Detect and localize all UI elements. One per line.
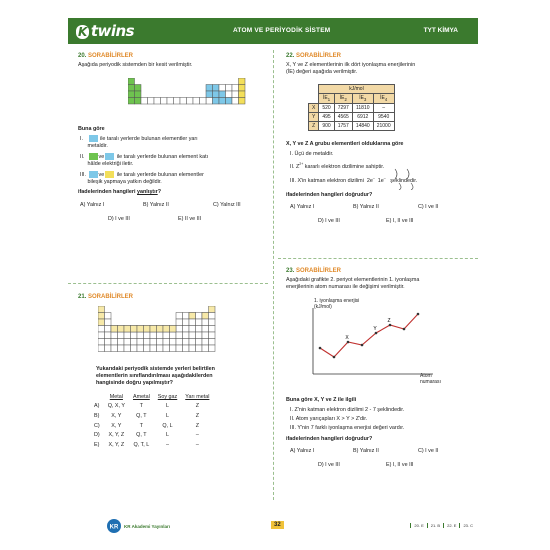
cell (144, 339, 151, 346)
cell (206, 85, 213, 92)
q22-choice-b[interactable]: B) Yalnız II (353, 204, 379, 210)
cell (98, 313, 105, 320)
cell (206, 98, 213, 105)
cell (206, 91, 213, 98)
data-point (403, 328, 406, 331)
cell (118, 326, 125, 333)
cell (137, 339, 144, 346)
svg-text:KR: KR (109, 524, 119, 531)
cell (196, 319, 203, 326)
q23-intro: Aşağıdaki grafikte 2. periyot elementlerinin 1. iyonlaşma enerjilerinin atom numarası ile değişimi verilmiştir. (286, 277, 420, 291)
cell (128, 91, 135, 98)
q23-choice-c[interactable]: C) I ve II (418, 448, 439, 454)
cell (239, 85, 246, 92)
q20-choice-c[interactable]: C) Yalnız III (213, 202, 241, 208)
answer-ref: 21. B (427, 523, 443, 528)
cell (176, 313, 183, 320)
cell (189, 319, 196, 326)
cell (176, 319, 183, 326)
q22-choice-d[interactable]: D) I ve III (318, 218, 340, 224)
cell (135, 85, 142, 92)
page (68, 18, 478, 538)
cell (176, 339, 183, 346)
cell (202, 326, 209, 333)
q23-choice-a[interactable]: A) Yalnız I (290, 448, 315, 454)
green-swatch (89, 153, 98, 160)
logo: K twins (78, 22, 135, 40)
series-line (320, 314, 418, 357)
cell (135, 98, 142, 105)
cell (232, 98, 239, 105)
cell (150, 339, 157, 346)
answer-ref: 23. C (459, 523, 476, 528)
q20-item-3: III. ve ile taralı yerlerde bulunan elementler bileşik yapmaya yatkın değildir. (80, 171, 204, 186)
chapter-title: ATOM VE PERİYODİK SİSTEM (233, 27, 331, 34)
cell (124, 326, 131, 333)
answer-ref: 22. E (443, 523, 459, 528)
cell (209, 345, 216, 352)
yellow-swatch (105, 171, 114, 178)
q23-xlabel: Atom numarası (420, 373, 441, 385)
table-row: Y 495 4565 6912 9540 (309, 113, 395, 122)
cell (176, 345, 183, 352)
cell (170, 326, 177, 333)
cell (183, 313, 190, 320)
q23-statement-2: II. Atom yarıçapları X > Y > Z'dir. (290, 416, 368, 422)
cell (239, 78, 246, 85)
data-point (361, 344, 364, 347)
cell (226, 98, 233, 105)
cell (157, 332, 164, 339)
q20-item-1: I. ile taralı yerlerde bulunan elementler yarı metaldir. (80, 135, 198, 150)
cell (226, 91, 233, 98)
cell (176, 326, 183, 333)
cell (105, 313, 112, 320)
cell (176, 332, 183, 339)
cell (157, 339, 164, 346)
cell (183, 326, 190, 333)
cell (189, 345, 196, 352)
cell (183, 339, 190, 346)
shell-brackets (393, 168, 433, 190)
cell (128, 85, 135, 92)
ie1-header: $İE_1$ (319, 94, 334, 104)
cell (189, 339, 196, 346)
cell (131, 326, 138, 333)
q23-question: ifadelerinden hangileri doğrudur? (286, 436, 373, 442)
cell (154, 98, 161, 105)
data-point (389, 324, 392, 327)
cell (189, 326, 196, 333)
cell (137, 332, 144, 339)
cell (131, 339, 138, 346)
q20-choice-d[interactable]: D) I ve III (108, 216, 130, 222)
cell (170, 345, 177, 352)
choice-row[interactable]: A) Q, X, Y T L Z (94, 403, 199, 410)
section-divider (68, 283, 268, 284)
q20-periodic-fragment (128, 78, 248, 120)
col-header: Metal (109, 393, 123, 400)
cell (209, 306, 216, 313)
cell (202, 319, 209, 326)
ie4-header: $İE_4$ (373, 94, 394, 104)
q23-choice-b[interactable]: B) Yalnız II (353, 448, 379, 454)
cell (124, 345, 131, 352)
cell (196, 332, 203, 339)
col-header: Ametal (132, 393, 150, 400)
cell (111, 326, 118, 333)
cell (98, 345, 105, 352)
header-bar (68, 18, 478, 44)
point-label: X (345, 335, 349, 341)
q20-choice-a[interactable]: A) Yalnız I (80, 202, 105, 208)
cell (219, 98, 226, 105)
q23-choice-d[interactable]: D) I ve III (318, 462, 340, 468)
cell (239, 98, 246, 105)
cell (150, 345, 157, 352)
choice-row[interactable]: E) X, Y, Z Q, T, L – – (94, 441, 199, 448)
cell (213, 85, 220, 92)
cell (98, 306, 105, 313)
col-header: Yarı metal (185, 393, 210, 400)
q20-heading: 20. SORABİLİRLER (78, 53, 134, 59)
ie2-header: $İE_2$ (334, 94, 352, 104)
q20-question: ifadelerinden hangileri yanlıştır? (78, 189, 161, 195)
cell (180, 98, 187, 105)
table-row: X 520 7297 11810 – (309, 104, 395, 113)
cell (183, 332, 190, 339)
q22-choice-a[interactable]: A) Yalnız I (290, 204, 315, 210)
cell (202, 332, 209, 339)
cell (137, 326, 144, 333)
cell (105, 345, 112, 352)
blue-swatch (89, 135, 98, 142)
cell (124, 332, 131, 339)
cell (202, 345, 209, 352)
cell (157, 345, 164, 352)
q22-choice-c[interactable]: C) I ve II (418, 204, 439, 210)
cell (105, 332, 112, 339)
cell (163, 339, 170, 346)
cell (183, 345, 190, 352)
cell (105, 326, 112, 333)
cell (150, 332, 157, 339)
cell (232, 85, 239, 92)
cell (137, 345, 144, 352)
cell (202, 339, 209, 346)
cell (131, 332, 138, 339)
q22-statement-3: III. X'in katman elektron dizilimi 2e– 1e– şeklindedir. (290, 176, 418, 184)
cell (239, 91, 246, 98)
cell (111, 332, 118, 339)
point-label: Z (387, 318, 391, 324)
cell (98, 332, 105, 339)
cell (144, 326, 151, 333)
cell (196, 326, 203, 333)
choice-row[interactable]: B) X, Y Q, T L Z (94, 412, 199, 419)
cell (213, 98, 220, 105)
q23-statement-1: I. Z'nin katman elektron dizilimi 2 - 7 şeklindedir. (290, 407, 405, 413)
cell (209, 319, 216, 326)
point-label: Y (373, 326, 377, 332)
logo-text: twins (90, 22, 135, 40)
cell (118, 345, 125, 352)
q22-choice-e[interactable]: E) I, II ve III (386, 218, 414, 224)
cell (200, 98, 207, 105)
q23-statement-3: III. Y'nin 7 farklı iyonlaşma enerjisi değeri vardır. (290, 425, 405, 431)
cell (209, 326, 216, 333)
cell (232, 91, 239, 98)
cell (124, 339, 131, 346)
q20-choice-b[interactable]: B) Yalnız II (143, 202, 169, 208)
q20-item-2: II. ve ile taralı yerlerde bulunan element katı hâlde elektriği iletir. (80, 153, 209, 168)
cell (170, 332, 177, 339)
cell (219, 91, 226, 98)
cell (189, 332, 196, 339)
cell (174, 98, 181, 105)
cell (98, 319, 105, 326)
cell (144, 332, 151, 339)
cell (161, 98, 168, 105)
footer (68, 518, 478, 538)
q22-question: ifadelerinden hangileri doğrudur? (286, 192, 373, 198)
cell (226, 85, 233, 92)
cell (111, 345, 118, 352)
q20-choice-e[interactable]: E) II ve III (178, 216, 202, 222)
col-header: Soy gaz (157, 393, 178, 400)
cell (98, 326, 105, 333)
ie3-header: $İE_3$ (352, 94, 373, 104)
q22-buna: X, Y ve Z A grubu elementleri olduklarına göre (286, 141, 404, 147)
cell (98, 339, 105, 346)
answer-key (410, 523, 476, 528)
cell (144, 345, 151, 352)
cell (183, 319, 190, 326)
cell (196, 345, 203, 352)
cell (219, 85, 226, 92)
cell (118, 332, 125, 339)
cell (135, 91, 142, 98)
cell (157, 326, 164, 333)
answer-ref: 20. E (410, 523, 426, 528)
subject-title: TYT KİMYA (423, 27, 458, 34)
q23-ylabel: 1. iyonlaşma enerjisi (kJ/mol) (314, 298, 360, 310)
section-divider (278, 258, 478, 259)
cell (209, 313, 216, 320)
q22-intro: X, Y ve Z elementlerinin ilk dört iyonlaşma enerjilerinin (İE) değeri aşağıda verilmiştir. (286, 62, 416, 76)
data-point (417, 313, 420, 316)
cell (196, 339, 203, 346)
q21-heading: 21. SORABİLİRLER (78, 294, 134, 300)
cell (189, 313, 196, 320)
blue-swatch (89, 171, 98, 178)
cell (148, 98, 155, 105)
cell (209, 332, 216, 339)
cell (128, 78, 135, 85)
choice-row[interactable]: C) X, Y T Q, L Z (94, 422, 199, 429)
cell (128, 98, 135, 105)
q22-heading: 22. SORABİLİRLER (286, 53, 342, 59)
cell (193, 98, 200, 105)
cell (163, 332, 170, 339)
cell (141, 98, 148, 105)
unit-cell: kJ/mol (319, 85, 394, 94)
data-point (333, 356, 336, 359)
q20-buna: Buna göre (78, 126, 105, 132)
q23-heading: 23. SORABİLİRLER (286, 268, 342, 274)
q22-statement-1: I. Üçü de metaldir. (290, 151, 334, 157)
data-point (347, 341, 350, 344)
page-number: 32 (271, 521, 284, 529)
q20-intro: Aşağıda periyodik sistemden bir kesit verilmiştir. (78, 62, 193, 68)
cell (163, 326, 170, 333)
q23-buna: Buna göre X, Y ve Z ile ilgili (286, 397, 357, 403)
cell (150, 326, 157, 333)
cell (163, 345, 170, 352)
choice-row[interactable]: D) X, Y, Z Q, T L – (94, 432, 199, 439)
q21-choice-table (94, 392, 213, 450)
column-divider (273, 50, 274, 500)
cell (209, 339, 216, 346)
cell (202, 313, 209, 320)
cell (111, 339, 118, 346)
cell (167, 98, 174, 105)
data-point (375, 332, 378, 335)
cell (213, 91, 220, 98)
cell (118, 339, 125, 346)
q21-text: Yukarıdaki periyodik sistemde yerleri belirtilen elementlerin sınıflandırılması aşağıdakilerden hangisinde doğru yapılmıştır? (96, 366, 215, 387)
cell (105, 319, 112, 326)
q22-ie-table (308, 84, 395, 131)
publisher-name: KR Akademi Yayınları (124, 524, 171, 529)
q21-periodic-table (98, 306, 248, 360)
q23-ie-chart (308, 308, 438, 383)
blue-swatch (105, 153, 114, 160)
q22-statement-2: II. $Z^{2+}$ kararlı elektron dizilimine sahiptir. (290, 162, 385, 170)
cell (170, 339, 177, 346)
publisher-logo-icon (106, 518, 122, 534)
table-row: Z 900 1757 14840 21000 (309, 122, 395, 131)
q23-choice-e[interactable]: E) I, II ve III (386, 462, 414, 468)
cell (187, 98, 194, 105)
cell (196, 313, 203, 320)
data-point (319, 347, 322, 350)
cell (131, 345, 138, 352)
cell (105, 339, 112, 346)
